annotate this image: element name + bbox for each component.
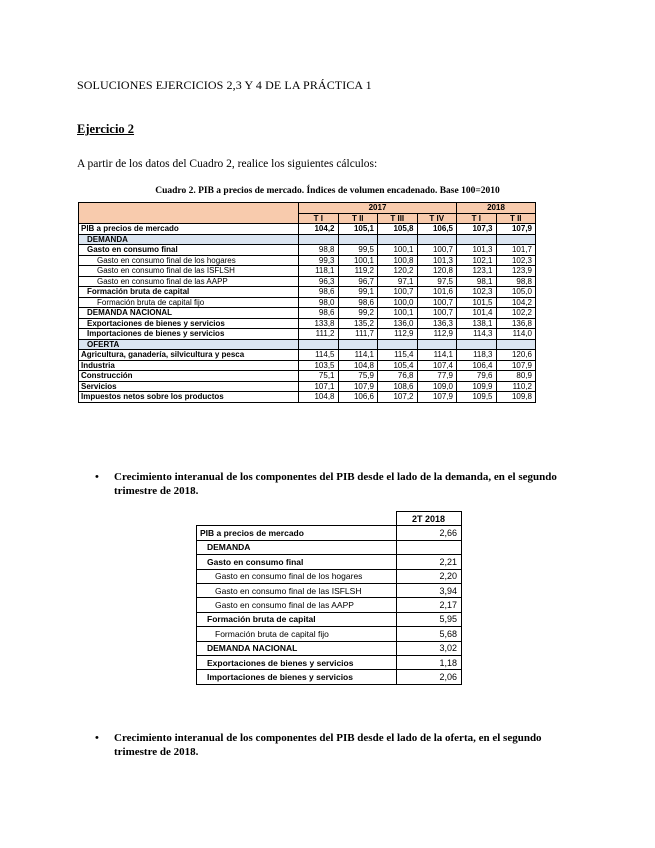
table-row — [79, 266, 536, 277]
cell-value: 2,21 — [397, 555, 462, 569]
year-header: 2018 — [457, 203, 536, 214]
table-row — [79, 371, 536, 382]
table-row — [79, 329, 536, 340]
table-row — [197, 612, 462, 626]
table-row — [79, 287, 536, 298]
cell-value: 2,06 — [397, 670, 462, 684]
row-label: Gasto en consumo final de las ISFLSH — [197, 583, 397, 597]
cell-value: 107,9 — [496, 360, 536, 371]
cell-value: 75,9 — [338, 371, 378, 382]
table-row — [197, 540, 462, 554]
row-label: Gasto en consumo final de las AAPP — [79, 276, 299, 287]
cell-value: 98,0 — [299, 297, 339, 308]
cell-value: 123,1 — [457, 266, 497, 277]
table-row — [197, 641, 462, 655]
cell-value: 99,3 — [299, 255, 339, 266]
cell-value: 79,6 — [457, 371, 497, 382]
bullet-demand — [95, 470, 582, 498]
cell-value: 114,5 — [299, 350, 339, 361]
section-label: OFERTA — [79, 339, 299, 350]
cell-value: 103,5 — [299, 360, 339, 371]
table2-header — [197, 512, 462, 526]
cell-value: 98,6 — [299, 287, 339, 298]
cell-value: 96,7 — [338, 276, 378, 287]
cell-value: 112,9 — [417, 329, 457, 340]
table-caption: Cuadro 2. PIB a precios de mercado. Índices de volumen encadenado. Base 100=2010 — [155, 186, 500, 196]
row-label: Formación bruta de capital — [197, 612, 397, 626]
row-label: Importaciones de bienes y servicios — [79, 329, 299, 340]
cell-value: 123,9 — [496, 266, 536, 277]
table-row — [79, 224, 536, 235]
cell-value: 106,6 — [338, 392, 378, 403]
table-row — [79, 360, 536, 371]
cell-value: 101,7 — [496, 245, 536, 256]
cell-value: 104,2 — [496, 297, 536, 308]
cell-value: 105,4 — [378, 360, 418, 371]
table-row — [197, 627, 462, 641]
cell-value: 105,8 — [378, 224, 418, 235]
table-row — [79, 381, 536, 392]
cell-value: 80,9 — [496, 371, 536, 382]
row-label: Gasto en consumo final — [197, 555, 397, 569]
cell-value: 102,1 — [457, 255, 497, 266]
cell-value: 108,6 — [378, 381, 418, 392]
table-row — [79, 297, 536, 308]
cell-value: 133,8 — [299, 318, 339, 329]
quarter-header: T III — [378, 213, 418, 224]
cell-value: 97,5 — [417, 276, 457, 287]
table-row — [79, 276, 536, 287]
table-row — [79, 308, 536, 319]
document-title: SOLUCIONES EJERCICIOS 2,3 Y 4 DE LA PRÁCTICA 1 — [77, 78, 372, 92]
quarter-header: T I — [299, 213, 339, 224]
cell-value: 136,3 — [417, 318, 457, 329]
cell-value: 104,2 — [299, 224, 339, 235]
cell-value: 2,20 — [397, 569, 462, 583]
bullet-icon: • — [95, 732, 99, 744]
cell-value: 101,5 — [457, 297, 497, 308]
cell-value: 107,4 — [417, 360, 457, 371]
cell-value: 138,1 — [457, 318, 497, 329]
cell-value: 109,8 — [496, 392, 536, 403]
cell-value: 120,8 — [417, 266, 457, 277]
row-label: Exportaciones de bienes y servicios — [197, 655, 397, 669]
table-row — [197, 655, 462, 669]
row-label: Impuestos netos sobre los productos — [79, 392, 299, 403]
cell-value: 111,2 — [299, 329, 339, 340]
cell-value: 101,4 — [457, 308, 497, 319]
row-label: PIB a precios de mercado — [197, 526, 397, 540]
table-row — [197, 555, 462, 569]
table-row — [197, 526, 462, 540]
table-row — [197, 598, 462, 612]
cell-value: 100,7 — [417, 308, 457, 319]
cell-value: 1,18 — [397, 655, 462, 669]
cell-value: 104,8 — [299, 392, 339, 403]
cell-value: 106,4 — [457, 360, 497, 371]
bullet-icon: • — [95, 471, 99, 483]
cell-value: 99,2 — [338, 308, 378, 319]
cell-value: 106,5 — [417, 224, 457, 235]
cell-value: 120,6 — [496, 350, 536, 361]
cell-value: 114,0 — [496, 329, 536, 340]
cell-value: 77,9 — [417, 371, 457, 382]
gdp-index-table — [78, 202, 536, 403]
table-row — [79, 245, 536, 256]
quarter-header: T II — [338, 213, 378, 224]
row-label: Agricultura, ganadería, silvicultura y pesca — [79, 350, 299, 361]
row-label: Formación bruta de capital fijo — [79, 297, 299, 308]
cell-value: 114,1 — [338, 350, 378, 361]
row-label: DEMANDA NACIONAL — [79, 308, 299, 319]
section-row-oferta — [79, 339, 536, 350]
quarter-header: T I — [457, 213, 497, 224]
cell-value — [397, 540, 462, 554]
cell-value: 102,3 — [496, 255, 536, 266]
cell-value: 75,1 — [299, 371, 339, 382]
cell-value: 100,7 — [378, 287, 418, 298]
cell-value: 109,9 — [457, 381, 497, 392]
cell-value: 97,1 — [378, 276, 418, 287]
cell-value: 102,2 — [496, 308, 536, 319]
cell-value: 5,95 — [397, 612, 462, 626]
cell-value: 112,9 — [378, 329, 418, 340]
cell-value: 114,1 — [417, 350, 457, 361]
table-row — [79, 318, 536, 329]
table-row — [79, 350, 536, 361]
cell-value: 109,5 — [457, 392, 497, 403]
cell-value: 119,2 — [338, 266, 378, 277]
cell-value: 100,1 — [378, 245, 418, 256]
cell-value: 99,5 — [338, 245, 378, 256]
cell-value: 107,9 — [417, 392, 457, 403]
cell-value: 98,1 — [457, 276, 497, 287]
table-row — [197, 569, 462, 583]
cell-value: 100,1 — [378, 308, 418, 319]
bullet-supply — [95, 731, 582, 759]
cell-value: 105,1 — [338, 224, 378, 235]
cell-value: 102,3 — [457, 287, 497, 298]
row-label: Formación bruta de capital — [79, 287, 299, 298]
demand-growth-table — [196, 511, 462, 685]
cell-value: 3,02 — [397, 641, 462, 655]
table-row — [79, 392, 536, 403]
row-label: Gasto en consumo final — [79, 245, 299, 256]
cell-value: 118,1 — [299, 266, 339, 277]
exercise-heading: Ejercicio 2 — [77, 122, 135, 136]
section-label: DEMANDA — [79, 234, 299, 245]
cell-value: 98,8 — [299, 245, 339, 256]
cell-value: 136,8 — [496, 318, 536, 329]
quarter-header: T IV — [417, 213, 457, 224]
cell-value: 110,2 — [496, 381, 536, 392]
cell-value: 109,0 — [417, 381, 457, 392]
bullet-text: Crecimiento interanual de los componentes del PIB desde el lado de la demanda, en el segundo trimestre de 2018. — [114, 471, 557, 497]
cell-value: 107,9 — [338, 381, 378, 392]
cell-value: 100,8 — [378, 255, 418, 266]
cell-value: 98,6 — [338, 297, 378, 308]
cell-value: 100,1 — [338, 255, 378, 266]
row-label: Gasto en consumo final de las AAPP — [197, 598, 397, 612]
row-label: PIB a precios de mercado — [79, 224, 299, 235]
cell-value: 115,4 — [378, 350, 418, 361]
cell-value: 104,8 — [338, 360, 378, 371]
cell-value: 3,94 — [397, 583, 462, 597]
row-label: Gasto en consumo final de los hogares — [79, 255, 299, 266]
row-label: Formación bruta de capital fijo — [197, 627, 397, 641]
section-row-demanda — [79, 234, 536, 245]
row-label: Servicios — [79, 381, 299, 392]
cell-value: 111,7 — [338, 329, 378, 340]
row-label: Industria — [79, 360, 299, 371]
quarter-header: T II — [496, 213, 536, 224]
cell-value: 98,8 — [496, 276, 536, 287]
table-row — [197, 670, 462, 684]
cell-value: 114,3 — [457, 329, 497, 340]
cell-value: 100,0 — [378, 297, 418, 308]
cell-value: 107,1 — [299, 381, 339, 392]
table2-header-label: 2T 2018 — [397, 512, 462, 526]
cell-value: 101,6 — [417, 287, 457, 298]
row-label: Gasto en consumo final de las ISFLSH — [79, 266, 299, 277]
cell-value: 99,1 — [338, 287, 378, 298]
cell-value: 5,68 — [397, 627, 462, 641]
intro-paragraph: A partir de los datos del Cuadro 2, realice los siguientes cálculos: — [77, 158, 378, 170]
row-label: DEMANDA — [197, 540, 397, 554]
cell-value: 100,7 — [417, 297, 457, 308]
cell-value: 105,0 — [496, 287, 536, 298]
cell-value: 107,9 — [496, 224, 536, 235]
row-label: Gasto en consumo final de los hogares — [197, 569, 397, 583]
cell-value: 98,6 — [299, 308, 339, 319]
cell-value: 2,17 — [397, 598, 462, 612]
cell-value: 107,3 — [457, 224, 497, 235]
bullet-text: Crecimiento interanual de los componentes del PIB desde el lado de la oferta, en el segundo trimestre de 2018. — [114, 732, 542, 758]
cell-value: 118,3 — [457, 350, 497, 361]
row-label: Exportaciones de bienes y servicios — [79, 318, 299, 329]
cell-value: 101,3 — [417, 255, 457, 266]
table-row — [197, 583, 462, 597]
row-label: Construcción — [79, 371, 299, 382]
cell-value: 120,2 — [378, 266, 418, 277]
row-label: Importaciones de bienes y servicios — [197, 670, 397, 684]
row-label: DEMANDA NACIONAL — [197, 641, 397, 655]
cell-value: 136,0 — [378, 318, 418, 329]
year-header: 2017 — [299, 203, 457, 214]
cell-value: 2,66 — [397, 526, 462, 540]
cell-value: 107,2 — [378, 392, 418, 403]
cell-value: 101,3 — [457, 245, 497, 256]
table-header-corner — [79, 203, 299, 224]
table-row — [79, 255, 536, 266]
cell-value: 96,3 — [299, 276, 339, 287]
table-header-years — [79, 203, 536, 214]
cell-value: 100,7 — [417, 245, 457, 256]
cell-value: 135,2 — [338, 318, 378, 329]
table2-header-corner — [197, 512, 397, 526]
cell-value: 76,8 — [378, 371, 418, 382]
